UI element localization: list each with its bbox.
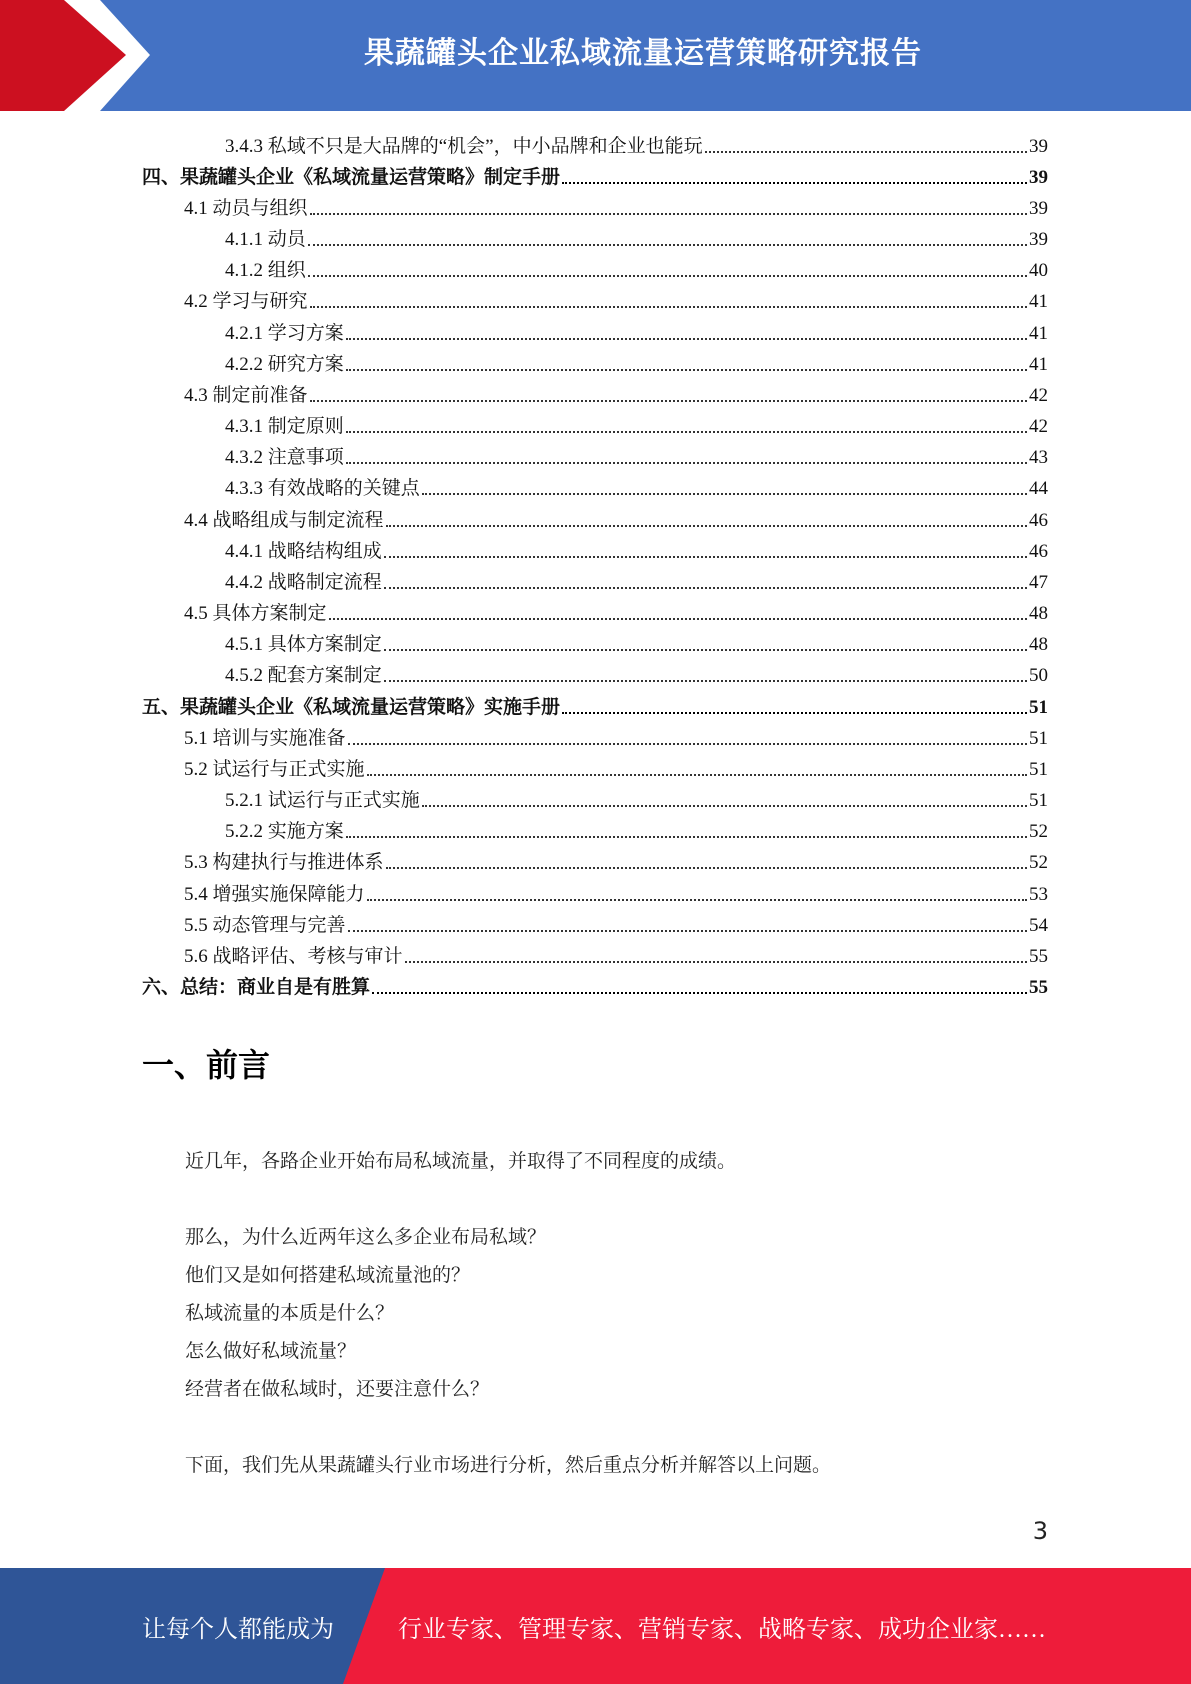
toc-item[interactable]: 4.3.3 有效战略的关键点 44 bbox=[225, 478, 1048, 499]
toc-item[interactable]: 4.1 动员与组织 39 bbox=[184, 198, 1048, 219]
toc-item[interactable]: 4.5.2 配套方案制定 50 bbox=[225, 665, 1048, 686]
paragraph: 私域流量的本质是什么？ bbox=[185, 1303, 395, 1324]
toc-item[interactable]: 5.2.2 实施方案 52 bbox=[225, 821, 1048, 842]
toc-item[interactable]: 4.4 战略组成与制定流程 46 bbox=[184, 510, 1048, 531]
toc-item[interactable]: 4.2.2 研究方案 41 bbox=[225, 354, 1048, 375]
slogan-left: 让每个人都能成为 bbox=[142, 1616, 334, 1643]
toc-item[interactable]: 5.4 增强实施保障能力 53 bbox=[184, 884, 1048, 905]
page-footer bbox=[0, 1568, 1191, 1684]
toc-item[interactable]: 4.4.2 战略制定流程 47 bbox=[225, 572, 1048, 593]
toc-item[interactable]: 四、果蔬罐头企业《私域流量运营策略》制定手册 39 bbox=[142, 167, 1048, 188]
toc-item[interactable]: 5.5 动态管理与完善 54 bbox=[184, 915, 1048, 936]
toc-item[interactable]: 五、果蔬罐头企业《私域流量运营策略》实施手册 51 bbox=[142, 697, 1048, 718]
paragraph: 他们又是如何搭建私域流量池的？ bbox=[185, 1265, 471, 1286]
toc-item[interactable]: 3.4.3 私域不只是大品牌的“机会”，中小品牌和企业也能玩 39 bbox=[225, 136, 1048, 157]
paragraph: 那么，为什么近两年这么多企业布局私域？ bbox=[185, 1227, 547, 1248]
toc-item[interactable]: 六、总结：商业自是有胜算 55 bbox=[142, 977, 1048, 998]
paragraph: 怎么做好私域流量？ bbox=[185, 1341, 357, 1362]
toc-item[interactable]: 4.1.1 动员 39 bbox=[225, 229, 1048, 250]
report-title: 果蔬罐头企业私域流量运营策略研究报告 bbox=[364, 36, 922, 71]
toc-item[interactable]: 4.3 制定前准备 42 bbox=[184, 385, 1048, 406]
toc-item[interactable]: 5.1 培训与实施准备 51 bbox=[184, 728, 1048, 749]
paragraph: 近几年，各路企业开始布局私域流量，并取得了不同程度的成绩。 bbox=[185, 1151, 737, 1172]
page-number: 3 bbox=[1032, 1517, 1048, 1545]
toc-item[interactable]: 4.1.2 组织 40 bbox=[225, 260, 1048, 281]
page-header bbox=[0, 0, 1191, 111]
toc-item[interactable]: 4.2.1 学习方案 41 bbox=[225, 323, 1048, 344]
red-chevron-icon bbox=[0, 0, 160, 111]
toc-item[interactable]: 5.2.1 试运行与正式实施 51 bbox=[225, 790, 1048, 811]
paragraph: 下面，我们先从果蔬罐头行业市场进行分析，然后重点分析并解答以上问题。 bbox=[185, 1455, 832, 1476]
toc-item[interactable]: 4.3.2 注意事项 43 bbox=[225, 447, 1048, 468]
toc-item[interactable]: 4.5.1 具体方案制定 48 bbox=[225, 634, 1048, 655]
slogan-right: 行业专家、管理专家、营销专家、战略专家、成功企业家…… bbox=[398, 1616, 1046, 1643]
toc-item[interactable]: 5.2 试运行与正式实施 51 bbox=[184, 759, 1048, 780]
section-heading: 一、前言 bbox=[142, 1046, 271, 1084]
toc-item[interactable]: 4.2 学习与研究 41 bbox=[184, 291, 1048, 312]
toc-item[interactable]: 5.6 战略评估、考核与审计 55 bbox=[184, 946, 1048, 967]
toc-item[interactable]: 4.4.1 战略结构组成 46 bbox=[225, 541, 1048, 562]
toc-item[interactable]: 5.3 构建执行与推进体系 52 bbox=[184, 852, 1048, 873]
toc-item[interactable]: 4.5 具体方案制定 48 bbox=[184, 603, 1048, 624]
toc-item[interactable]: 4.3.1 制定原则 42 bbox=[225, 416, 1048, 437]
paragraph: 经营者在做私域时，还要注意什么？ bbox=[185, 1379, 490, 1400]
